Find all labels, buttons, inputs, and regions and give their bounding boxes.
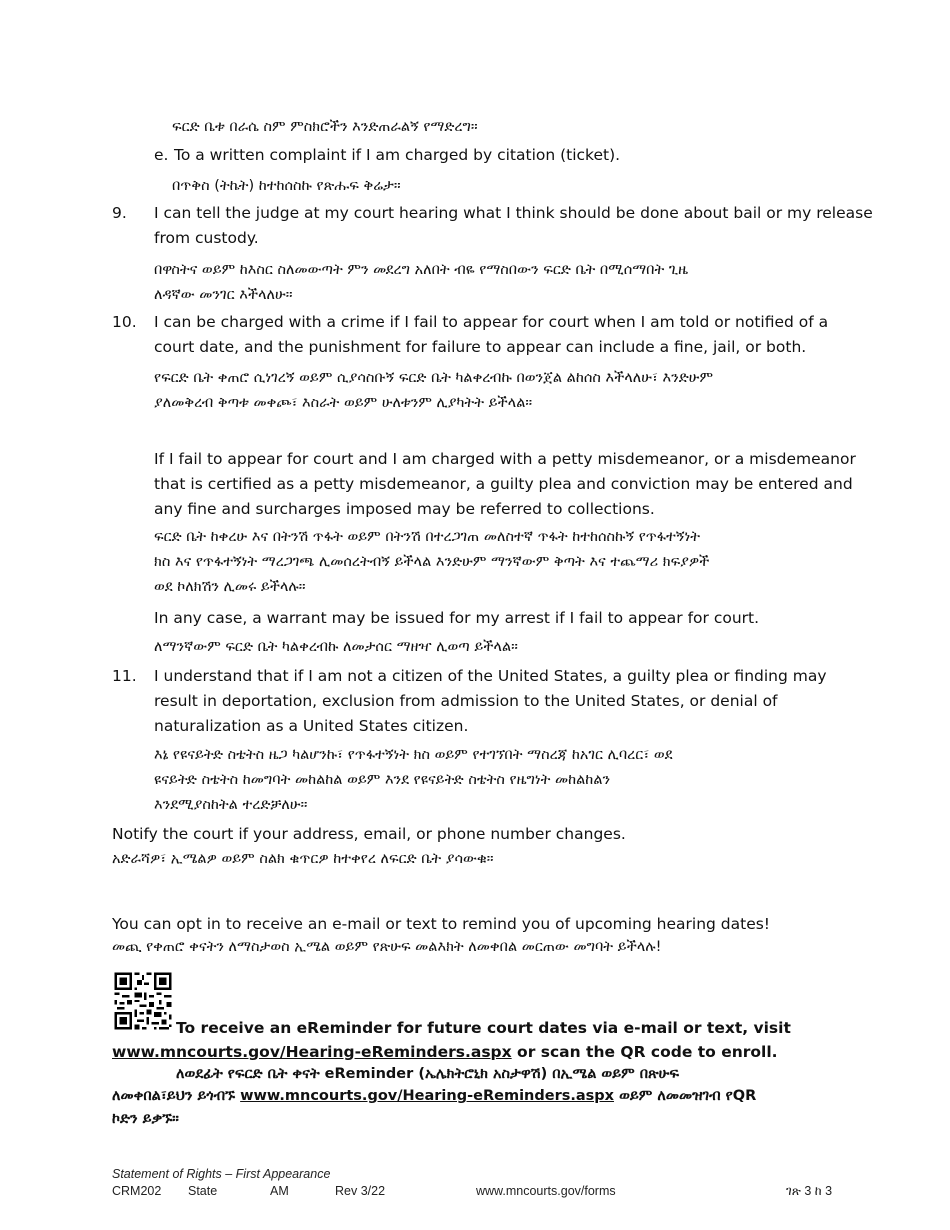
item-11-amharic-line-1: እኔ የዩናይትድ ስቴትስ ዜጋ ካልሆንኩ፣ የጥፋተኝነት ክስ ወይም የተገኘበት ማስረጃ ከአገር ሊባረር፣ ወደ xyxy=(154,747,673,763)
item-9-amharic-line-1: በዋስትና ወይም ከእስር ስለመውጣት ምን መደረግ አለበት ብዬ የማስበውን ፍርድ ቤት በሚሰማበት ጊዜ xyxy=(154,262,689,278)
item-11-amharic-line-3: እንደሚያስከትል ተረድቻለሁ። xyxy=(154,797,308,813)
ereminder-amharic-line-2 xyxy=(112,1084,756,1108)
notify-english: Notify the court if your address, email, or phone number changes. xyxy=(112,825,626,843)
footer-title: Statement of Rights – First Appearance xyxy=(112,1167,331,1181)
ereminder-amharic-suffix: ወይም ለመመዝገብ የQR xyxy=(614,1088,757,1104)
qr-code-icon[interactable] xyxy=(112,970,174,1032)
item-11-english-line-2: result in deportation, exclusion from admission to the United States, or denial of xyxy=(154,692,778,710)
petty-english-line-3: any fine and surcharges imposed may be referred to collections. xyxy=(154,500,655,518)
ereminder-english-line-2 xyxy=(112,1040,778,1064)
ereminder-link[interactable]: www.mncourts.gov/Hearing-eReminders.aspx xyxy=(112,1043,512,1061)
item-e-label: e. xyxy=(154,146,169,164)
item-9-english-line-2: from custody. xyxy=(154,229,259,247)
item-e-english: To a written complaint if I am charged by citation (ticket). xyxy=(174,146,621,164)
item-10-number: 10. xyxy=(112,313,137,331)
item-10-english-line-2: court date, and the punishment for failure to appear can include a fine, jail, or both. xyxy=(154,338,807,356)
warrant-amharic: ለማንኛውም ፍርድ ቤት ካልቀረብኩ ለመታሰር ማዘዣ ሊወጣ ይችላል። xyxy=(154,639,518,655)
optin-amharic: መጪ የቀጠሮ ቀናትን ለማስታወስ ኢሜል ወይም የጽሁፍ መልእክት ለመቀበል መርጠው መግባት ይችላሉ! xyxy=(112,939,662,955)
item-10-english-line-1: I can be charged with a crime if I fail to appear for court when I am told or notified of a xyxy=(154,313,829,331)
item-9-number: 9. xyxy=(112,204,127,222)
item-10-amharic-line-2: ያለመቅረብ ቅጣቱ መቀጮ፣ እስራት ወይም ሁለቱንም ሊያካትት ይችላል። xyxy=(154,395,533,411)
notify-amharic: አድራሻዎ፣ ኢሜልዎ ወይም ስልክ ቁጥርዎ ከተቀየረ ለፍርድ ቤት ያሳውቁ። xyxy=(112,851,494,867)
footer-form-number: CRM202 xyxy=(112,1184,162,1198)
ereminder-english-line-1: To receive an eReminder for future court dates via e-mail or text, visit xyxy=(176,1019,791,1037)
item-e-amharic: በጥቅስ (ትኬት) ከተከሰስኩ የጽሑፍ ቅሬታ። xyxy=(172,178,401,194)
item-11-amharic-line-2: ዩናይትድ ስቴትስ ከመግባት መከልከል ወይም እንደ የዩናይትድ ስቴትስ የዜግነት መከልከልን xyxy=(154,772,611,788)
item-9-english-line-1: I can tell the judge at my court hearing what I think should be done about bail or my release xyxy=(154,204,873,222)
footer-page-number: ገጽ 3 ከ 3 xyxy=(786,1184,833,1198)
ereminder-amharic-prefix: ለመቀበል፣ይህን ይጎብኙ xyxy=(112,1088,241,1104)
item-9-amharic-line-2: ለዳኛው መንገር እችላለሁ። xyxy=(154,287,293,303)
item-11-english-line-3: naturalization as a United States citizen. xyxy=(154,717,469,735)
footer-revision: Rev 3/22 xyxy=(335,1184,386,1198)
petty-english-line-1: If I fail to appear for court and I am charged with a petty misdemeanor, or a misdemeanor xyxy=(154,450,856,468)
item-10-amharic-line-1: የፍርድ ቤት ቀጠሮ ሲነገረኝ ወይም ሲያሳስቡኝ ፍርድ ቤት ካልቀረብኩ በወንጀል ልከሰስ እችላለሁ፣ እንድሁም xyxy=(154,370,714,386)
ereminder-amharic-link[interactable]: www.mncourts.gov/Hearing-eReminders.aspx xyxy=(240,1088,615,1104)
ereminder-amharic-line-3: ኮድን ይቃኙ። xyxy=(112,1111,179,1127)
petty-amharic-line-1: ፍርድ ቤት ከቀረሁ እና በትንሽ ጥፋት ወይም በትንሽ በተረጋገጠ መለስተኛ ጥፋት ከተከሰስኩኝ የጥፋተኝነት xyxy=(154,529,701,545)
petty-amharic-line-3: ወደ ኮለክሽን ሊመሩ ይችላሉ። xyxy=(154,579,306,595)
footer-language: AM xyxy=(270,1184,289,1198)
warrant-english: In any case, a warrant may be issued for my arrest if I fail to appear for court. xyxy=(154,609,760,627)
petty-english-line-2: that is certified as a petty misdemeanor, a guilty plea and conviction may be entered and xyxy=(154,475,853,493)
continued-amharic-line: ፍርድ ቤቱ በራሴ ስም ምስክሮችን እንድጠራልኝ የማድረግ። xyxy=(172,119,478,135)
item-11-number: 11. xyxy=(112,667,137,685)
ereminder-english-suffix: or scan the QR code to enroll. xyxy=(511,1043,778,1061)
petty-amharic-line-2: ክስ እና የጥፋተኝነት ማረጋገጫ ሊመሰረትብኝ ይችላል እንድሁም ማንኛውም ቅጣት እና ተጨማሪ ክፍያዎች xyxy=(154,554,710,570)
footer-website[interactable]: www.mncourts.gov/forms xyxy=(476,1184,616,1198)
item-11-english-line-1: I understand that if I am not a citizen of the United States, a guilty plea or finding may xyxy=(154,667,827,685)
ereminder-amharic-line-1: ለወደፊት የፍርድ ቤት ቀናት eReminder (ኤሌክትሮኒክ አስታዋሽ) በኢሜል ወይም በጽሁፍ xyxy=(176,1066,679,1082)
optin-english: You can opt in to receive an e-mail or text to remind you of upcoming hearing dates! xyxy=(112,915,771,933)
footer-state: State xyxy=(188,1184,218,1198)
